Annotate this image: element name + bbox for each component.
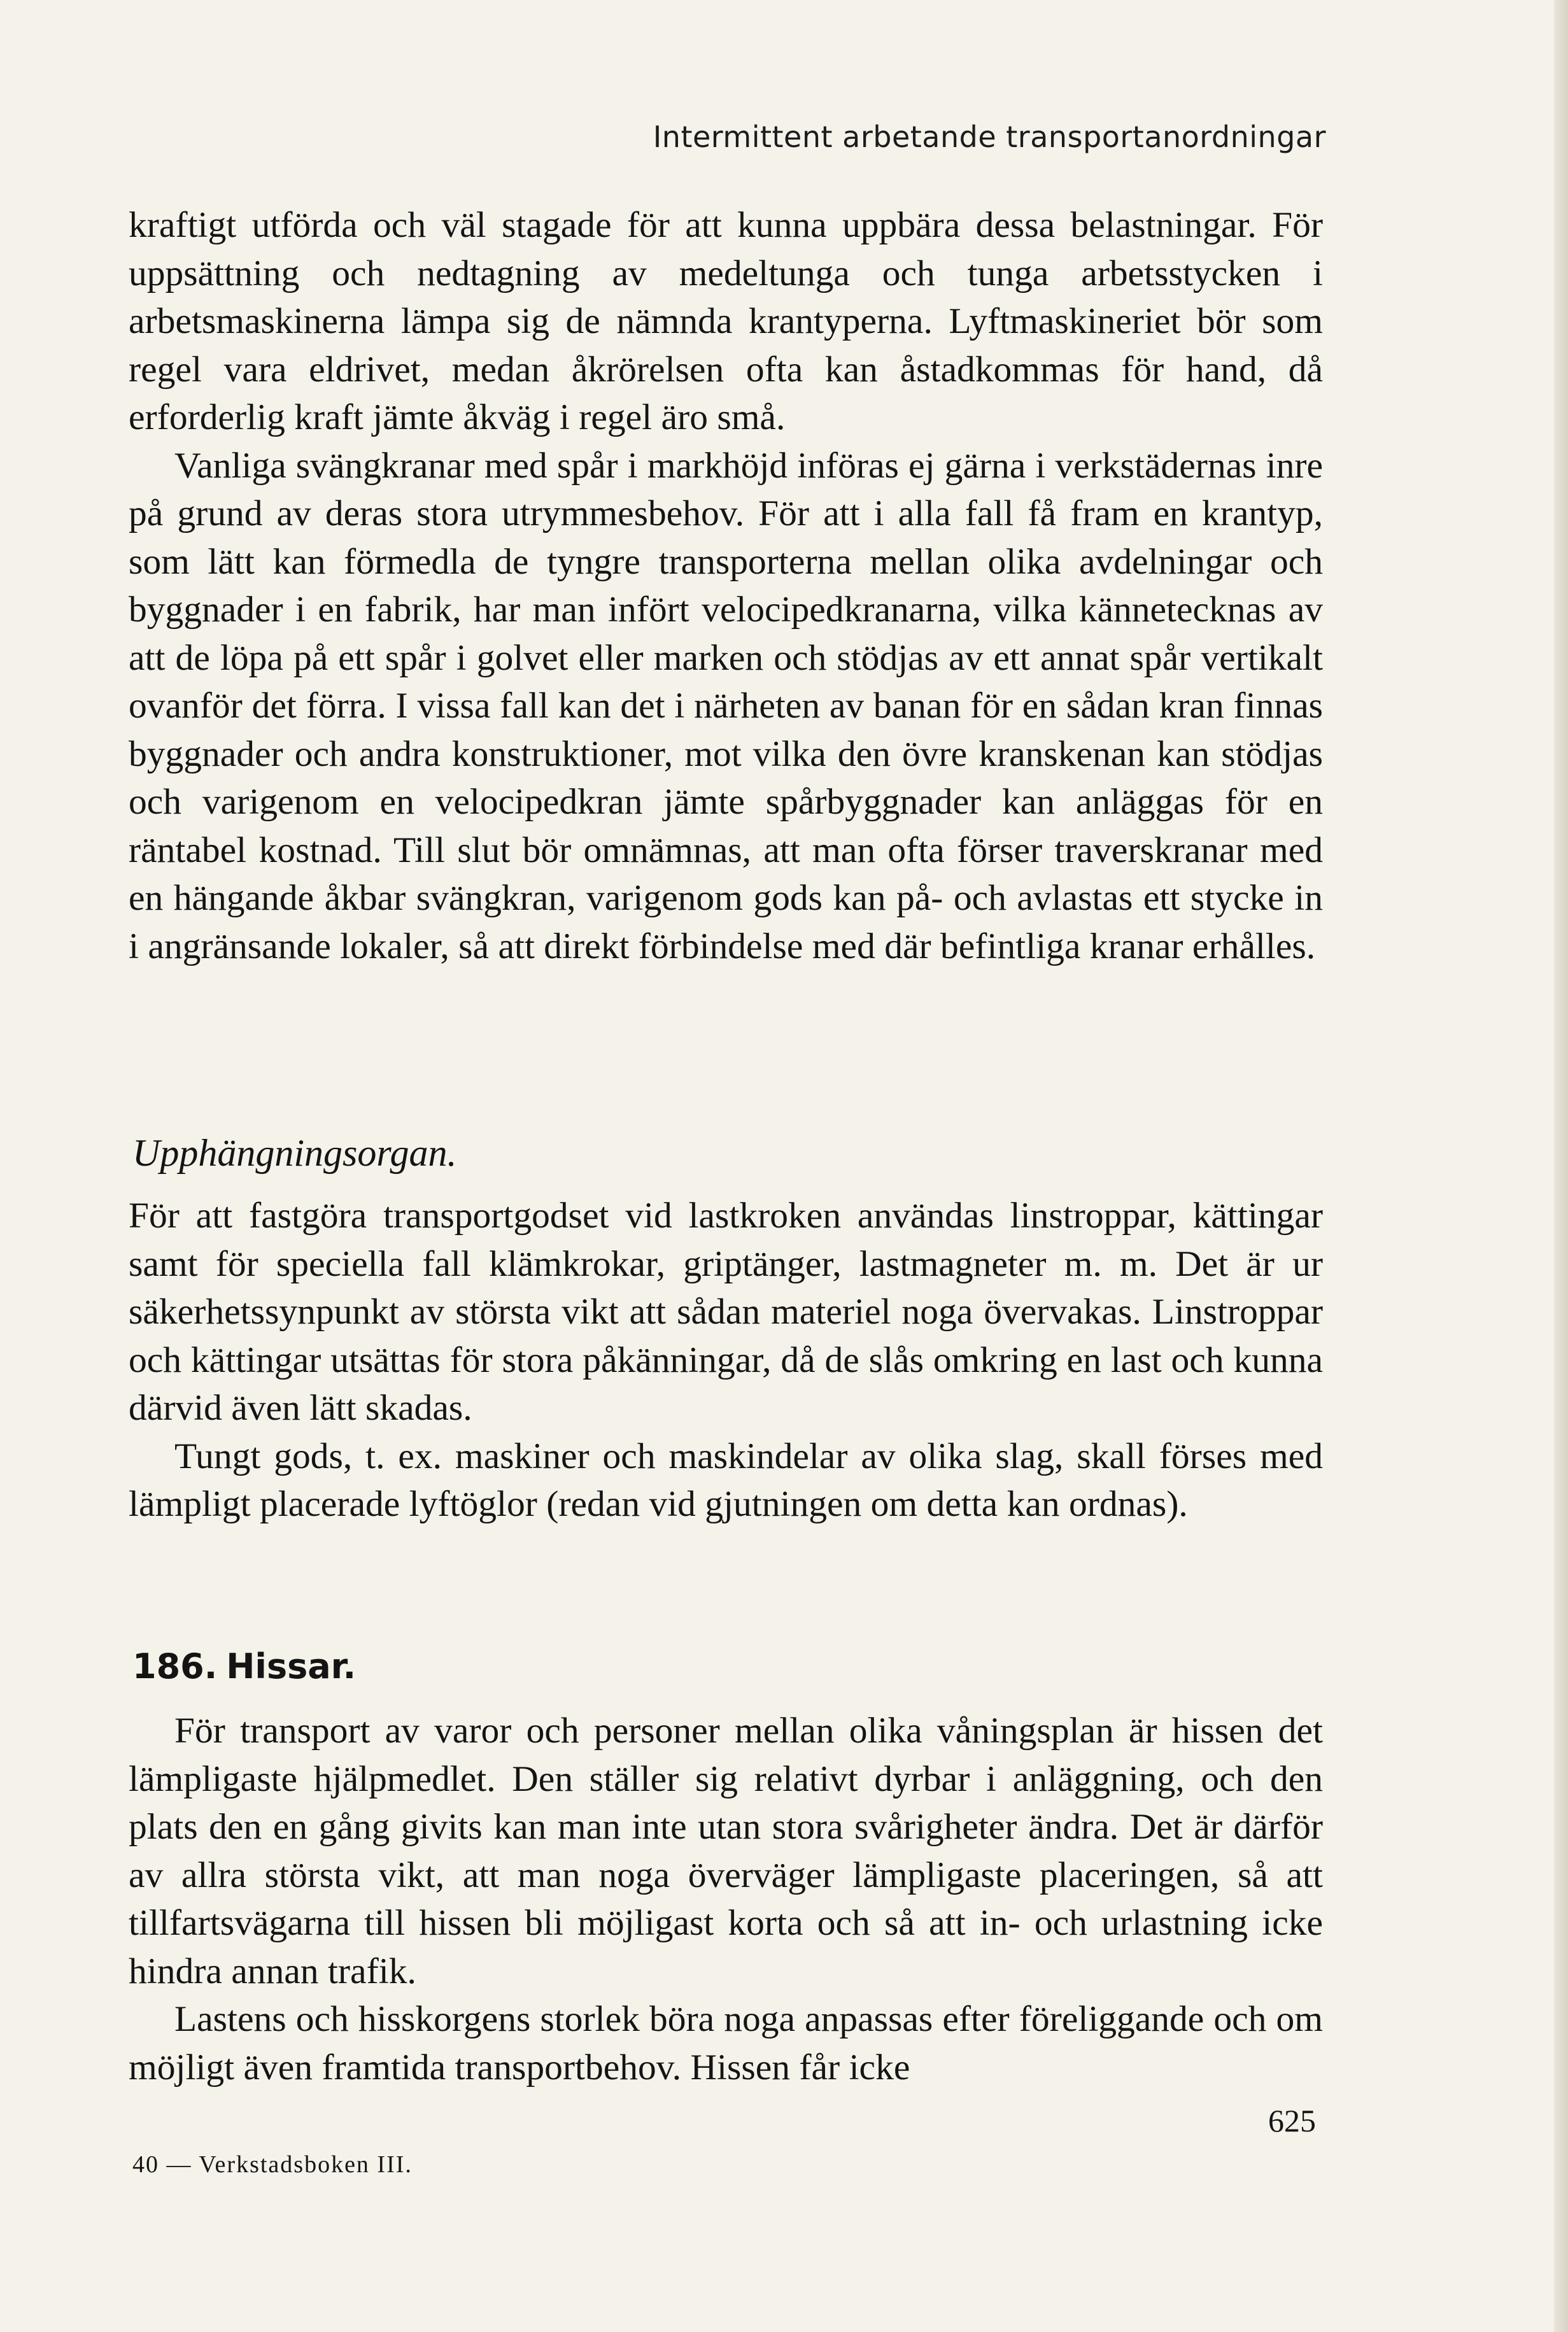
paragraph: kraftigt utförda och väl stagade för att kunna uppbära dessa belastningar. För uppsättning och nedtagning av medeltunga och tunga arbetsstycken i arbetsmaskinerna lämpa sig de nämnda krantyperna. Lyftmaskineriet bör som regel vara eldrivet, medan åkrörelsen ofta kan åstadkommas för hand, då erforderlig kraft jämte åkväg i regel äro små.: [129, 205, 1323, 437]
section-title: Hissar.: [226, 1646, 357, 1686]
paragraph: Vanliga svängkranar med spår i markhöjd införas ej gärna i verkstädernas inre på grund av deras stora utrymmesbehov. För att i alla fall få fram en krantyp, som lätt kan förmedla de tyngre transporterna mellan olika avdelningar och byggnader i en fabrik, har man infört velocipedkranarna, vilka kännetecknas av att de löpa på ett spår i golvet eller marken och stödjas av ett annat spår vertikalt ovanför det förra. I vissa fall kan det i närheten av banan för en sådan kran finnas byggnader och andra konstruktioner, mot vilka den övre kranskenan kan stödjas och varigenom en velocipedkran jämte spårbyggnader kan anläggas för en räntabel kostnad. Till slut bör omnämnas, att man ofta förser traverskranar med en hängande åkbar svängkran, varigenom gods kan på- och avlastas ett stycke in i angränsande lokaler, så att direkt förbindelse med där befintliga kranar erhålles.: [129, 445, 1323, 966]
page-edge: [1554, 0, 1568, 2332]
text-block-hissar: [129, 1707, 1323, 2091]
paragraph: Lastens och hisskorgens storlek böra noga anpassas efter föreliggande och om möjligt även framtida transportbehov. Hissen får icke: [129, 1999, 1323, 2088]
running-head: Intermittent arbetande transportanordningar: [653, 120, 1326, 154]
paragraph: Tungt gods, t. ex. maskiner och maskindelar av olika slag, skall förses med lämpligt placerade lyftöglor (redan vid gjutningen om detta kan ordnas).: [129, 1436, 1323, 1524]
text-block-upphangningsorgan: [129, 1192, 1323, 1529]
section-heading-hissar: [132, 1646, 356, 1686]
paragraph: För transport av varor och personer mellan olika våningsplan är hissen det lämpligaste hjälpmedlet. Den ställer sig relativt dyrbar i anläggning, och den plats den en gång givits kan man inte utan stora svårigheter ändra. Det är därför av allra största vikt, att man noga överväger lämpligaste placeringen, så att tillfartsvägarna till hissen bli möjligast korta och så att in- och urlastning icke hindra annan trafik.: [129, 1711, 1323, 1991]
section-number: 186.: [132, 1646, 218, 1686]
footer-signature: 40 — Verkstadsboken III.: [132, 2151, 413, 2178]
paragraph: För att fastgöra transportgodset vid lastkroken användas linstroppar, kättingar samt för speciella fall klämkrokar, griptänger, lastmagneter m. m. Det är ur säkerhetssynpunkt av största vikt att sådan materiel noga övervakas. Linstroppar och kättingar utsättas för stora påkänningar, då de slås omkring en last och kunna därvid även lätt skadas.: [129, 1196, 1323, 1428]
page-number: 625: [1268, 2103, 1316, 2138]
subheading-upphangningsorgan: Upphängningsorgan.: [132, 1132, 457, 1174]
text-block-cranes: [129, 201, 1323, 970]
